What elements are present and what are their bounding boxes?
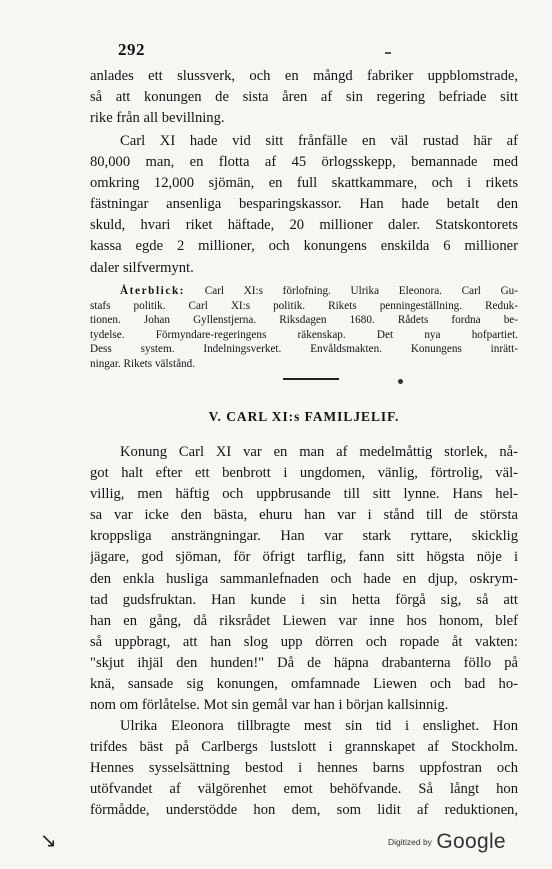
text-line: så uppbragt, att han slog upp dörren och ropade åt vakten:	[90, 633, 518, 650]
recap-line: stafs politik. Carl XI:s politik. Rikets penningeställning. Reduk-	[90, 299, 518, 312]
text-line: trifdes bäst på Carlbergs lustslott i grannskapet af Stockholm.	[90, 739, 518, 756]
paragraph-finances	[90, 131, 518, 279]
text-line: nom om förlåtelse. Mot sin gemål var han i början kallsinnig.	[90, 697, 449, 714]
page-number: 292	[118, 40, 145, 59]
text-line: omkring 12,000 sjömän, en full skattkammare, och i rikets	[90, 175, 518, 192]
recap-summary	[90, 284, 518, 372]
recap-line	[90, 284, 518, 299]
text-line: jägare, god sjöman, för öfrigt tarflig, fann sitt högsta nöje i	[90, 549, 518, 566]
text-line: got halt efter ett benbrott i ungdomen, vänlig, förtrolig, väl-	[90, 465, 518, 482]
text-line: sa var icke den bästa, ehuru han var i stånd till de största	[90, 507, 518, 524]
google-logo: Google	[436, 830, 506, 853]
paragraph-ulrika	[90, 716, 518, 821]
recap-text: Carl XI:s förlofning. Ulrika Eleonora. Carl Gu-	[185, 285, 518, 297]
recap-label: Återblick:	[120, 285, 186, 297]
text-line: tad gudsfruktan. Han kunde i sin hetta förgå sig, så att	[90, 591, 518, 608]
text-line: kroppsliga ansträngningar. Han var stark ryttare, skicklig	[90, 528, 518, 545]
header-dash	[385, 52, 391, 54]
text-line: Hennes sysselsättning bestod i hennes barns uppfostran och	[90, 760, 518, 777]
text-line: den enkla husliga sammanlefnaden och hade en djup, oskrym-	[90, 570, 518, 587]
text-line: skuld, hvari riket häftade, 20 millioner daler. Statskontorets	[90, 217, 518, 234]
text-line: "skjut ihjäl den hunden!" Då de häpna drabanterna föllo på	[90, 654, 518, 671]
text-line: så att konungen de sista åren af sin regering befriade sitt	[90, 89, 518, 106]
text-line: förmådde, understödde hon dem, som lidit af reduktionen,	[90, 802, 518, 819]
text-line: kassa egde 2 millioner, och konungens enskilda 6 millioner	[90, 238, 518, 255]
ink-dot	[398, 379, 403, 384]
text-line: anlades ett slussverk, och en mångd fabriker uppblomstrade,	[90, 68, 518, 84]
recap-line: tydelse. Förmyndare-regeringens räkenskap. Det nya hofpartiet.	[90, 328, 518, 341]
recap-line: Dess system. Indelningsverket. Envåldsmakten. Konungens inrätt-	[90, 343, 518, 356]
paragraph-character	[90, 442, 518, 716]
text-line: rike från all bevillning.	[90, 110, 225, 127]
digitized-watermark	[388, 830, 506, 854]
text-line: utöfvandet af välgörenhet emot behöfvande. Så långt hon	[90, 781, 518, 798]
text-line: knä, sansade sig konungen, omfamnade Liewen och bad ho-	[90, 676, 518, 693]
text-line: Carl XI hade vid sitt frånfälle en väl rustad här af	[120, 133, 518, 149]
recap-line: ningar. Rikets välstånd.	[90, 357, 196, 370]
paragraph-intro	[90, 66, 518, 129]
scan-artifact: ↘	[40, 828, 57, 852]
watermark-prefix: Digitized by	[388, 837, 432, 847]
chapter-heading: V. CARL XI:s FAMILJELIF.	[208, 409, 400, 424]
text-line: 80,000 man, en flotta af 45 örlogsskepp, bemannade med	[90, 154, 518, 171]
recap-line: tionen. Johan Gyllenstjerna. Riksdagen 1680. Rådets fordna be-	[90, 314, 518, 327]
text-line: Ulrika Eleonora tillbragte mest sin tid i enslighet. Hon	[120, 718, 518, 734]
text-line: villig, men häftig och uppbrusande till sitt lynne. Hans hel-	[90, 486, 518, 503]
text-line: han en gång, då riksrådet Liewen var inne hos honom, blef	[90, 612, 518, 629]
text-line: daler silfvermynt.	[90, 259, 194, 276]
text-line: Konung Carl XI var en man af medelmåttig storlek, nå-	[120, 444, 518, 460]
section-divider	[283, 378, 339, 380]
text-line: fästningar ansenliga besparingskassor. Han hade betalt den	[90, 196, 518, 213]
